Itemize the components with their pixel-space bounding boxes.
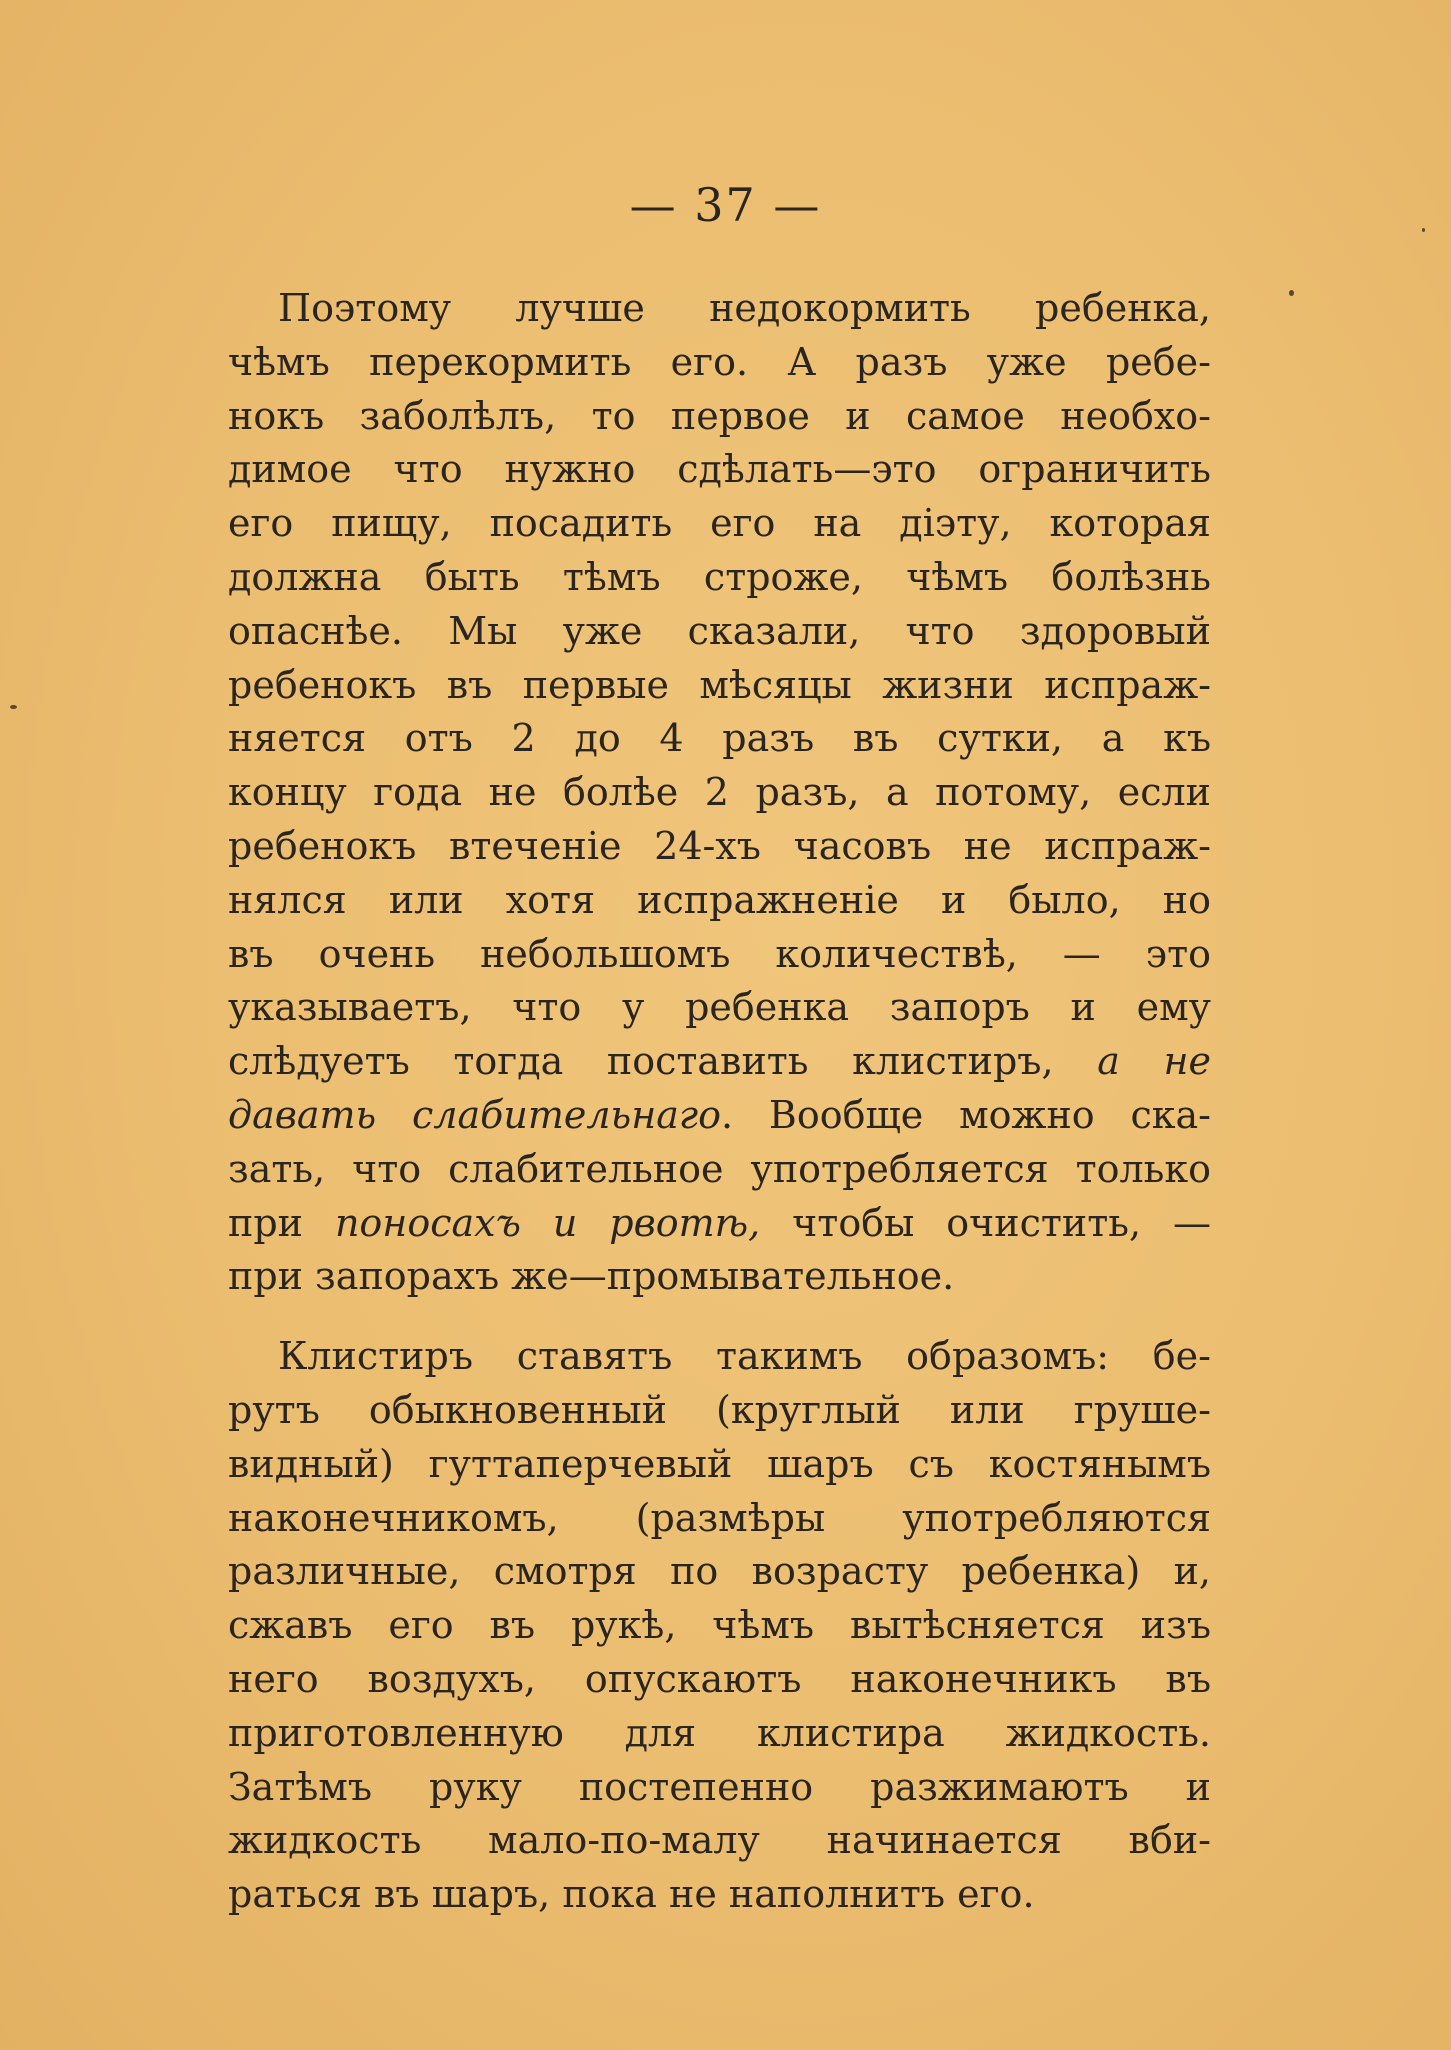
text-line	[228, 1761, 1211, 1815]
text-line	[228, 1492, 1211, 1546]
text-span: ребенокъ втеченіе 24-хъ часовъ не испраж-	[228, 823, 1211, 868]
text-span: концу года не болѣе 2 разъ, а потому, если	[228, 770, 1211, 815]
text-line	[228, 1707, 1211, 1761]
body-text	[228, 282, 1211, 1922]
text-span: въ очень небольшомъ количествѣ, — это	[228, 931, 1211, 976]
paper-speck	[1422, 228, 1425, 232]
text-span: него воздухъ, опускаютъ наконечникъ въ	[228, 1656, 1211, 1701]
text-line	[228, 1250, 1211, 1304]
text-span: наконечникомъ, (размѣры употребляются	[228, 1495, 1211, 1540]
text-span: указываетъ, что у ребенка запоръ и ему	[228, 985, 1211, 1030]
text-span: чтобы очистить, —	[760, 1200, 1211, 1245]
italic-text: а не	[1097, 1039, 1211, 1084]
text-line	[228, 1197, 1211, 1251]
text-line	[228, 874, 1211, 928]
text-line	[228, 1143, 1211, 1197]
text-line	[228, 1868, 1211, 1922]
text-span: Поэтому лучше недокормить ребенка,	[278, 286, 1211, 330]
text-span: Затѣмъ руку постепенно разжимаютъ и	[228, 1764, 1211, 1809]
text-line	[228, 336, 1211, 390]
paper-speck	[10, 705, 17, 709]
text-span: нокъ заболѣлъ, то первое и самое необхо-	[228, 393, 1211, 438]
text-span: чѣмъ перекормить его. А разъ уже ребе-	[228, 339, 1211, 384]
text-line	[228, 1089, 1211, 1143]
page-number: — 37 —	[629, 178, 822, 232]
text-line	[228, 981, 1211, 1035]
text-line	[228, 390, 1211, 444]
text-span: димое что нужно сдѣлать—это ограничить	[228, 447, 1211, 492]
text-span: рутъ обыкновенный (круглый или груше-	[228, 1387, 1211, 1432]
text-line	[228, 1545, 1211, 1599]
italic-text: поносахъ и рвотѣ,	[334, 1200, 761, 1245]
text-span: нялся или хотя испражненіе и было, но	[228, 877, 1211, 922]
text-line	[228, 443, 1211, 497]
text-span: приготовленную для клистира жидкость.	[228, 1710, 1211, 1755]
text-line	[228, 605, 1211, 659]
text-span: при запорахъ же—промывательное.	[228, 1254, 955, 1299]
text-span: ребенокъ въ первые мѣсяцы жизни испраж-	[228, 662, 1211, 707]
text-line	[228, 1814, 1211, 1868]
text-line	[228, 1438, 1211, 1492]
text-span: опаснѣе. Мы уже сказали, что здоровый	[228, 608, 1211, 653]
text-span: зать, что слабительное употребляется только	[228, 1146, 1211, 1191]
text-line	[228, 497, 1211, 551]
text-span: должна быть тѣмъ строже, чѣмъ болѣзнь	[228, 554, 1211, 599]
text-span: сжавъ его въ рукѣ, чѣмъ вытѣсняется изъ	[228, 1603, 1211, 1648]
text-line	[228, 1599, 1211, 1653]
paragraph-gap	[228, 1304, 1211, 1330]
text-line	[228, 551, 1211, 605]
text-span: няется отъ 2 до 4 разъ въ сутки, а къ	[228, 716, 1211, 761]
text-span: при	[228, 1200, 335, 1245]
paragraph	[228, 1330, 1211, 1922]
text-line	[228, 282, 1211, 336]
paragraph	[228, 282, 1211, 1304]
paper-speck	[1289, 290, 1294, 296]
text-line	[228, 1653, 1211, 1707]
text-line	[228, 659, 1211, 713]
text-line	[228, 1035, 1211, 1089]
text-span: . Вообще можно ска-	[721, 1092, 1211, 1137]
text-span: его пищу, посадить его на діэту, которая	[228, 501, 1211, 546]
text-span: различные, смотря по возрасту ребенка) и,	[228, 1549, 1211, 1594]
text-span: раться въ шаръ, пока не наполнитъ его.	[228, 1872, 1035, 1917]
text-line	[228, 1384, 1211, 1438]
text-span: жидкость мало-по-малу начинается вби-	[228, 1818, 1211, 1863]
text-line	[228, 928, 1211, 982]
text-line	[228, 820, 1211, 874]
text-line	[228, 712, 1211, 766]
text-span: видный) гуттаперчевый шаръ съ костянымъ	[228, 1441, 1211, 1486]
text-span: слѣдуетъ тогда поставить клистиръ,	[228, 1039, 1098, 1084]
italic-text: давать слабительнаго	[228, 1092, 722, 1137]
text-line	[228, 766, 1211, 820]
text-line	[228, 1330, 1211, 1384]
text-span: Клистиръ ставятъ такимъ образомъ: бе-	[278, 1334, 1211, 1379]
